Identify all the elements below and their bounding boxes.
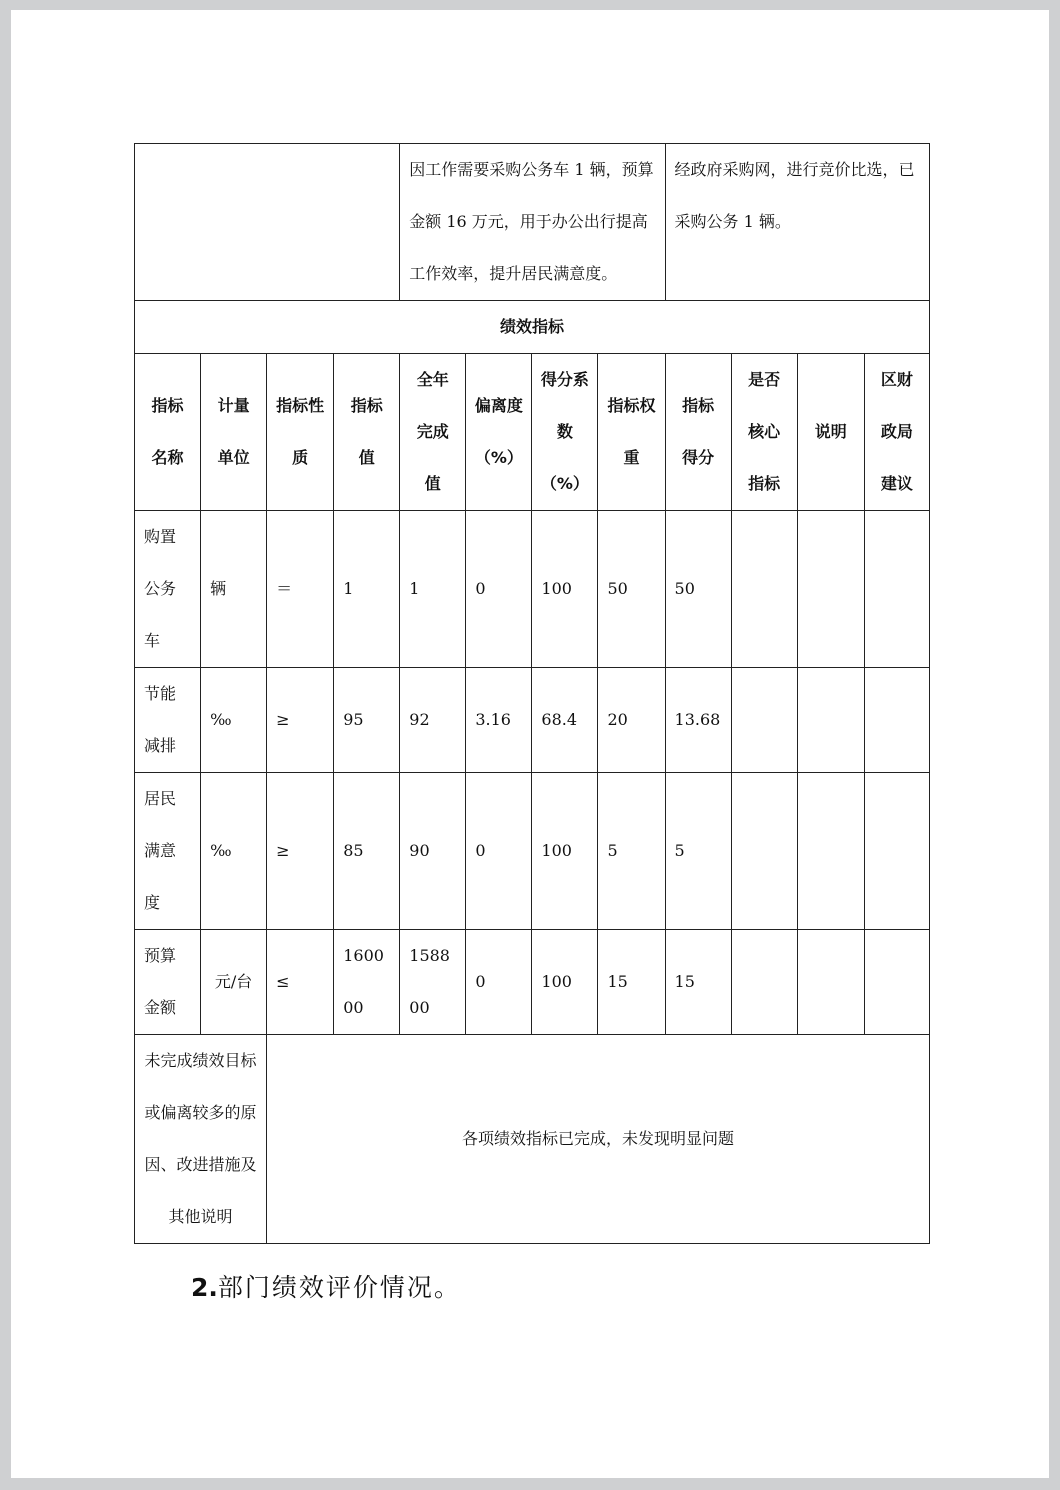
core-indicator-cell [731,930,797,1035]
table-row-description [135,144,930,301]
nature-cell: ＝ [267,511,334,668]
advice-cell [864,511,929,668]
core-indicator-cell [731,773,797,930]
table-row-section-title [135,301,930,354]
actual-cell: 92 [400,668,466,773]
weight-cell: 15 [598,930,665,1035]
coefficient-cell: 100 [532,773,598,930]
actual-cell: 158800 [400,930,466,1035]
weight-cell: 50 [598,511,665,668]
table-row [135,930,930,1035]
column-header: 指标性质 [267,354,334,511]
target-cell: 95 [334,668,400,773]
weight-cell: 5 [598,773,665,930]
column-header: 指标值 [334,354,400,511]
coefficient-cell: 68.4 [532,668,598,773]
advice-cell [864,930,929,1035]
nature-cell: ≥ [267,773,334,930]
deviation-cell: 0 [466,773,532,930]
column-header: 说明 [797,354,864,511]
table-row [135,668,930,773]
column-header: 得分系数（%） [532,354,598,511]
deviation-cell: 3.16 [466,668,532,773]
column-header: 计量单位 [201,354,267,511]
column-header: 指标名称 [135,354,201,511]
column-header: 偏离度（%） [466,354,532,511]
unit-cell: 元/台 [201,930,267,1035]
deviation-cell: 0 [466,930,532,1035]
unit-cell: ‰ [201,668,267,773]
actual-cell: 1 [400,511,466,668]
advice-cell [864,668,929,773]
deviation-cell: 0 [466,511,532,668]
indicator-name-cell: 居民满意度 [135,773,201,930]
section-heading [191,1268,461,1304]
score-cell: 15 [665,930,731,1035]
note-cell [797,930,864,1035]
performance-table [134,143,930,1244]
column-header: 指标得分 [665,354,731,511]
note-cell [797,668,864,773]
section-heading-text: 部门绩效评价情况。 [217,1273,461,1302]
column-header: 全年完成值 [400,354,466,511]
column-header: 是否核心指标 [731,354,797,511]
explanation-label: 未完成绩效目标或偏离较多的原因、改进措施及其他说明 [135,1035,267,1244]
score-cell: 5 [665,773,731,930]
target-cell: 160000 [334,930,400,1035]
nature-cell: ≥ [267,668,334,773]
table-row [135,511,930,668]
note-cell [797,773,864,930]
table-row-footer [135,1035,930,1244]
indicator-name-cell: 预算金额 [135,930,201,1035]
indicator-name-cell: 购置公务车 [135,511,201,668]
weight-cell: 20 [598,668,665,773]
result-text-cell: 经政府采购网，进行竞价比选，已采购公务 1 辆。 [665,144,929,301]
unit-cell: 辆 [201,511,267,668]
table-row [135,773,930,930]
indicator-name-cell: 节能减排 [135,668,201,773]
coefficient-cell: 100 [532,511,598,668]
explanation-content: 各项绩效指标已完成，未发现明显问题 [267,1035,930,1244]
column-header: 指标权重 [598,354,665,511]
score-cell: 13.68 [665,668,731,773]
section-title: 绩效指标 [135,301,930,354]
table-header-row [135,354,930,511]
advice-cell [864,773,929,930]
coefficient-cell: 100 [532,930,598,1035]
empty-cell [135,144,400,301]
core-indicator-cell [731,511,797,668]
core-indicator-cell [731,668,797,773]
column-header: 区财政局建议 [864,354,929,511]
unit-cell: ‰ [201,773,267,930]
document-page [11,10,1049,1478]
score-cell: 50 [665,511,731,668]
actual-cell: 90 [400,773,466,930]
nature-cell: ≤ [267,930,334,1035]
plan-text-cell: 因工作需要采购公务车 1 辆，预算金额 16 万元，用于办公出行提高工作效率，提升居民满意度。 [400,144,665,301]
section-heading-number: 2. [191,1273,218,1302]
note-cell [797,511,864,668]
target-cell: 85 [334,773,400,930]
target-cell: 1 [334,511,400,668]
